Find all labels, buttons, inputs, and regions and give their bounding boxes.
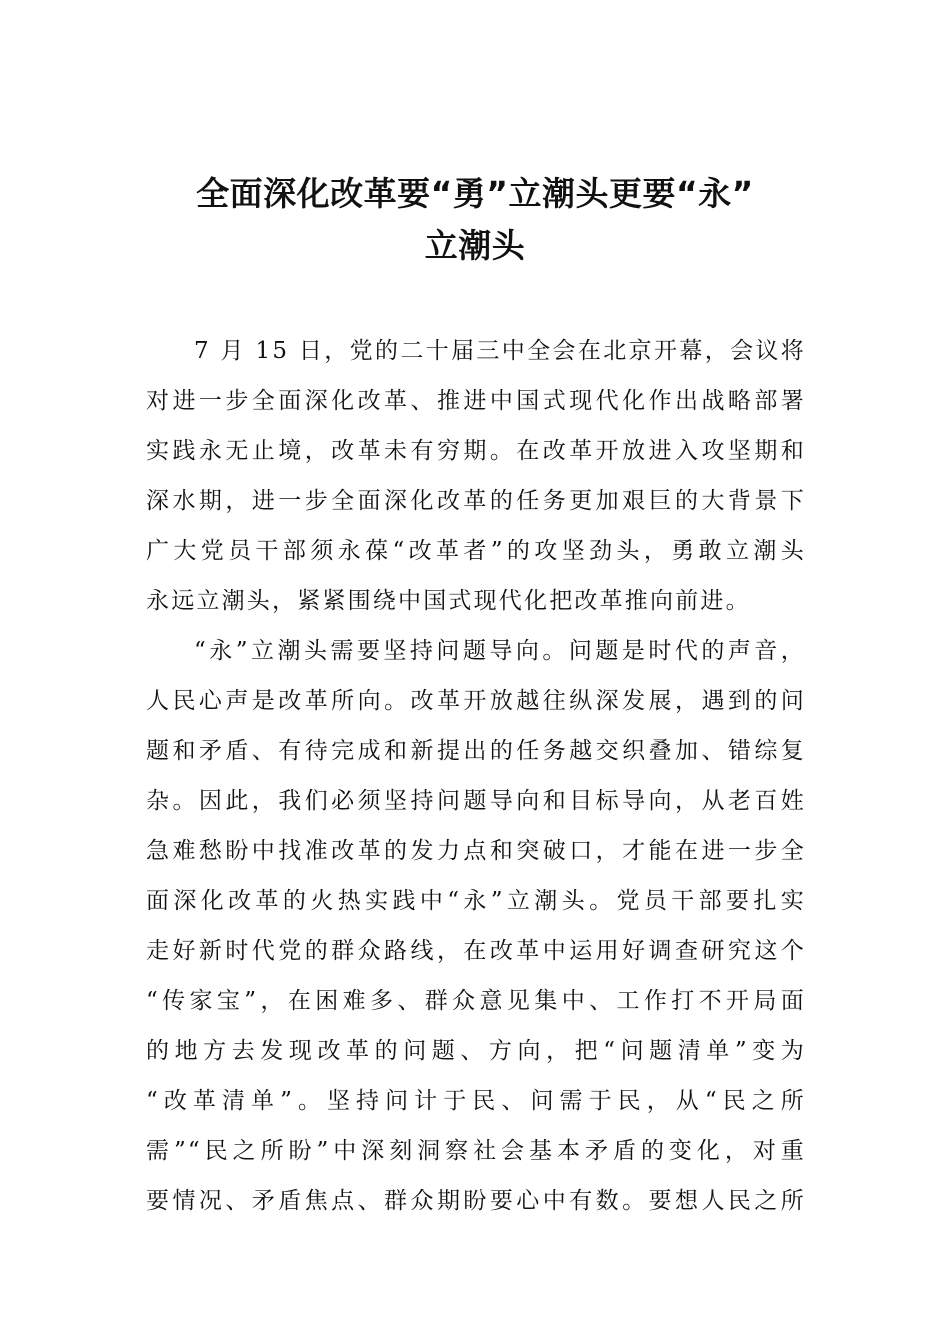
paragraph-1	[146, 326, 806, 626]
paragraph-line: 要情况、矛盾焦点、群众期盼要心中有数。要想人民之所	[146, 1188, 806, 1214]
paragraph-line: 走好新时代党的群众路线，在改革中运用好调查研究这个	[146, 938, 806, 964]
document-body	[146, 326, 806, 1226]
title-line-1: 全面深化改革要“勇”立潮头更要“永”	[196, 174, 754, 213]
paragraph-2	[146, 626, 806, 1226]
paragraph-line: 深水期，进一步全面深化改革的任务更加艰巨的大背景下	[146, 488, 806, 514]
paragraph-line: 实践永无止境，改革未有穷期。在改革开放进入攻坚期和	[146, 438, 806, 464]
paragraph-line: “永”立潮头需要坚持问题导向。问题是时代的声音，	[194, 638, 806, 664]
paragraph-line: 广大党员干部须永葆“改革者”的攻坚劲头，勇敢立潮头	[146, 538, 806, 564]
paragraph-line: 杂。因此，我们必须坚持问题导向和目标导向，从老百姓	[146, 788, 806, 814]
paragraph-line: 对进一步全面深化改革、推进中国式现代化作出战略部署	[146, 388, 806, 414]
paragraph-line: “改革清单”。坚持问计于民、问需于民，从“民之所	[146, 1088, 806, 1114]
title-line-2: 立潮头	[424, 226, 526, 265]
paragraph-line: 永远立潮头，紧紧围绕中国式现代化把改革推向前进。	[146, 588, 751, 614]
paragraph-line: 面深化改革的火热实践中“永”立潮头。党员干部要扎实	[146, 888, 806, 914]
paragraph-line: 人民心声是改革所向。改革开放越往纵深发展，遇到的问	[146, 688, 806, 714]
paragraph-line: “传家宝”，在困难多、群众意见集中、工作打不开局面	[146, 988, 806, 1014]
paragraph-line: 急难愁盼中找准改革的发力点和突破口，才能在进一步全	[146, 838, 806, 864]
document-title	[100, 168, 850, 272]
paragraph-line: 需”“民之所盼”中深刻洞察社会基本矛盾的变化，对重	[146, 1138, 806, 1164]
paragraph-line: 题和矛盾、有待完成和新提出的任务越交织叠加、错综复	[146, 738, 806, 764]
paragraph-line: 的地方去发现改革的问题、方向，把“问题清单”变为	[146, 1038, 806, 1064]
paragraph-line: 7 月 15 日，党的二十届三中全会在北京开幕，会议将	[194, 338, 806, 364]
